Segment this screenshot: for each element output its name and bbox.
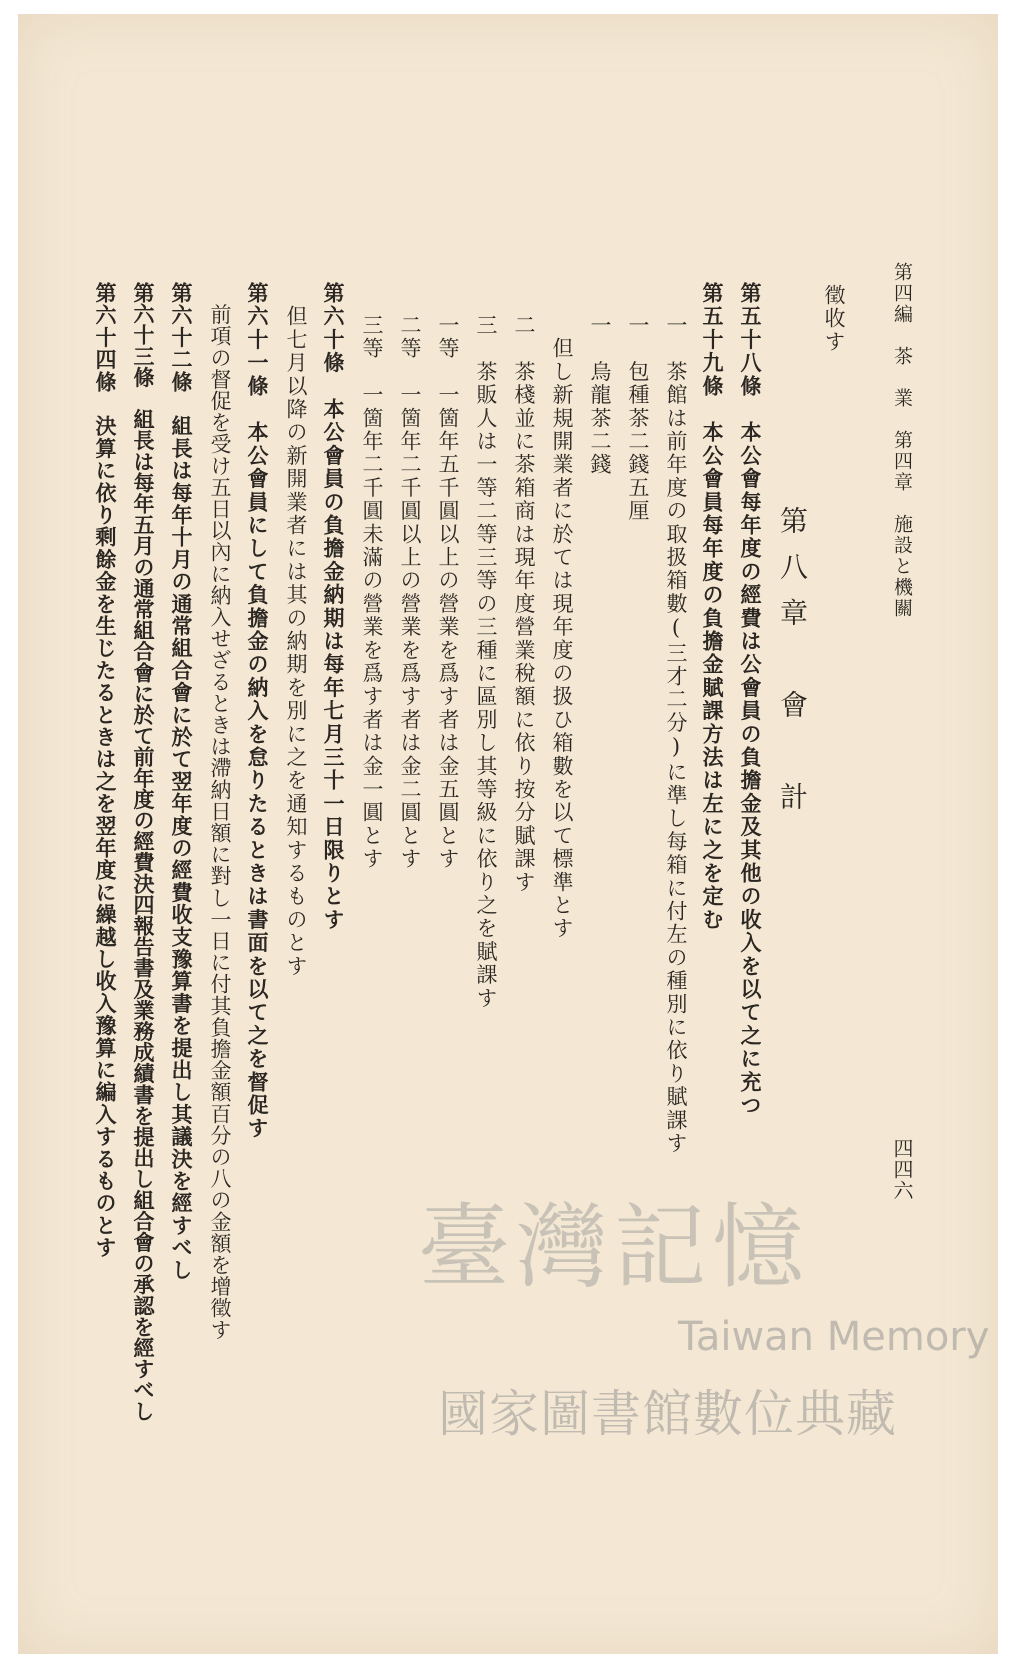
chapter-title: 第八章 會 計 [776, 506, 809, 828]
article-60: 第六十條 本公會員の負擔金納期は每年七月三十一日限りとす [321, 282, 346, 932]
article-61-para-2: 前項の督促を受け五日以內に納入せざるときは滯納日額に對し一日に付其負擔金額百分の八の金額を增徵す [208, 282, 232, 1341]
page-number: 四四六 [890, 1138, 914, 1201]
article-61: 第六十一條 本公會員にして負擔金の納入を怠りたるときは書面を以て之を督促す [245, 282, 270, 1141]
list-item-2: 二 茶棧並に茶箱商は現年度營業稅額に依り按分賦課す [512, 314, 536, 894]
document-page [18, 14, 998, 1654]
grade-3: 三等 一箇年二千圓未滿の營業を爲す者は金一圓とす [360, 314, 384, 871]
list-item-1a: 一 包種茶二錢五厘 [626, 314, 650, 523]
watermark-library: 國家圖書館數位典藏 [438, 1385, 897, 1443]
watermark-calligraphy: 臺灣記憶 [418, 1194, 811, 1301]
list-item-3: 三 茶販人は一等二等三等の三種に區別し其等級に依り之を賦課す [474, 314, 498, 1010]
list-item-1b: 一 烏龍茶二錢 [588, 314, 612, 477]
list-item-1: 一 茶館は前年度の取扱箱數(三才二分)に準し每箱に付左の種別に依り賦課す [664, 314, 688, 1156]
article-60-proviso: 但七月以降の新開業者には其の納期を別に之を通知するものとす [284, 282, 308, 978]
grade-2: 二等 一箇年二千圓以上の營業を爲す者は金二圓とす [398, 314, 422, 871]
article-58: 第五十八條 本公會每年度の經費は公會員の負擔金及其他の收入を以て之に充つ [738, 282, 763, 1118]
text-line: 徵收す [822, 284, 846, 354]
running-head: 第四編 茶 業 第四章 施設と機關 [891, 262, 913, 619]
article-59: 第五十九條 本公會員每年度の負擔金賦課方法は左に之を定む [700, 282, 725, 932]
article-62: 第六十二條 組長は每年十月の通常組合會に於て翌年度の經費收支豫算書を提出し其議決を經すべし [169, 282, 194, 1281]
grade-1: 一等 一箇年五千圓以上の營業を爲す者は金五圓とす [436, 314, 460, 871]
article-64: 第六十四條 決算に依り剩餘金を生じたるときは之を翌年度に繰越し收入豫算に編入するものとす [93, 282, 118, 1259]
watermark-english: Taiwan Memory [678, 1314, 990, 1360]
proviso-line: 但し新規開業者に於ては現年度の扱ひ箱數を以て標準とす [550, 314, 574, 941]
article-63: 第六十三條 組長は每年五月の通常組合會に於て前年度の經費決四報告書及業務成績書を提出し組合會の承認を經すべし [131, 282, 156, 1422]
